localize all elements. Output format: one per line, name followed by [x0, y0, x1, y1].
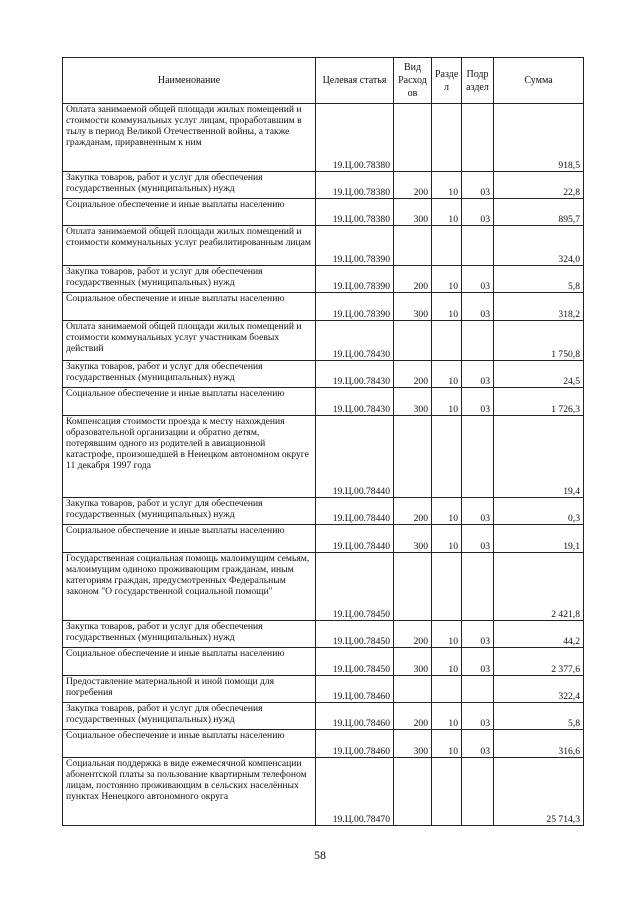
row-name: Закупка товаров, работ и услуг для обеспечения государственных (муниципальных) нужд — [63, 361, 316, 388]
table-row — [63, 293, 584, 321]
table-row — [63, 758, 584, 826]
row-expense-type: 300 — [394, 648, 432, 676]
row-subsection — [462, 416, 494, 498]
row-section: 10 — [432, 266, 462, 293]
row-target-code: 19.Ц.00.78460 — [316, 730, 394, 758]
row-expense-type: 200 — [394, 172, 432, 199]
row-name: Социальное обеспечение и иные выплаты населению — [63, 293, 316, 321]
row-subsection: 03 — [462, 293, 494, 321]
row-expense-type: 300 — [394, 293, 432, 321]
table-header-row — [63, 58, 584, 104]
row-subsection: 03 — [462, 703, 494, 730]
row-expense-type: 200 — [394, 498, 432, 525]
row-sum: 318,2 — [494, 293, 584, 321]
table-body — [63, 104, 584, 826]
row-section: 10 — [432, 293, 462, 321]
row-subsection: 03 — [462, 388, 494, 416]
row-target-code: 19.Ц.00.78380 — [316, 199, 394, 226]
row-sum: 0,3 — [494, 498, 584, 525]
row-subsection: 03 — [462, 525, 494, 553]
row-name: Оплата занимаемой общей площади жилых помещений и стоимости коммунальных услуг лицам, проработавшим в тылу в период Великой Отечественной войны, а также гражданам, приравненным к ним — [63, 104, 316, 172]
row-sum: 25 714,3 — [494, 758, 584, 826]
table-row — [63, 172, 584, 199]
row-subsection: 03 — [462, 361, 494, 388]
row-section — [432, 553, 462, 621]
row-expense-type — [394, 226, 432, 266]
row-target-code: 19.Ц.00.78430 — [316, 361, 394, 388]
row-target-code: 19.Ц.00.78460 — [316, 676, 394, 703]
row-sum: 316,6 — [494, 730, 584, 758]
row-section: 10 — [432, 172, 462, 199]
row-section: 10 — [432, 703, 462, 730]
row-sum: 1 750,8 — [494, 321, 584, 361]
row-name: Закупка товаров, работ и услуг для обеспечения государственных (муниципальных) нужд — [63, 172, 316, 199]
row-sum: 19,4 — [494, 416, 584, 498]
row-expense-type — [394, 553, 432, 621]
row-target-code: 19.Ц.00.78390 — [316, 266, 394, 293]
row-subsection — [462, 104, 494, 172]
row-section: 10 — [432, 621, 462, 648]
row-target-code: 19.Ц.00.78440 — [316, 498, 394, 525]
row-section — [432, 321, 462, 361]
row-sum: 2 421,8 — [494, 553, 584, 621]
row-expense-type: 300 — [394, 730, 432, 758]
row-subsection: 03 — [462, 730, 494, 758]
budget-table — [62, 57, 584, 826]
row-target-code: 19.Ц.00.78450 — [316, 621, 394, 648]
table-row — [63, 648, 584, 676]
row-expense-type: 200 — [394, 621, 432, 648]
row-subsection: 03 — [462, 648, 494, 676]
row-subsection: 03 — [462, 621, 494, 648]
row-target-code: 19.Ц.00.78460 — [316, 703, 394, 730]
row-section — [432, 104, 462, 172]
row-subsection — [462, 321, 494, 361]
row-expense-type — [394, 104, 432, 172]
row-expense-type — [394, 416, 432, 498]
table-row — [63, 388, 584, 416]
row-sum: 44,2 — [494, 621, 584, 648]
row-name: Закупка товаров, работ и услуг для обеспечения государственных (муниципальных) нужд — [63, 621, 316, 648]
row-section: 10 — [432, 388, 462, 416]
row-section: 10 — [432, 648, 462, 676]
table-row — [63, 321, 584, 361]
row-sum: 324,0 — [494, 226, 584, 266]
row-section: 10 — [432, 199, 462, 226]
row-section: 10 — [432, 361, 462, 388]
row-expense-type — [394, 321, 432, 361]
row-name: Оплата занимаемой общей площади жилых помещений и стоимости коммунальных услуг реабилитированным лицам — [63, 226, 316, 266]
row-subsection: 03 — [462, 266, 494, 293]
row-sum: 1 726,3 — [494, 388, 584, 416]
header-subsection: Подр аздел — [462, 58, 494, 104]
row-section: 10 — [432, 525, 462, 553]
table-row — [63, 266, 584, 293]
header-sum: Сумма — [494, 58, 584, 104]
row-subsection: 03 — [462, 498, 494, 525]
row-expense-type: 300 — [394, 525, 432, 553]
header-section: Разде л — [432, 58, 462, 104]
row-sum: 322,4 — [494, 676, 584, 703]
row-section: 10 — [432, 730, 462, 758]
row-name: Социальное обеспечение и иные выплаты населению — [63, 648, 316, 676]
row-name: Закупка товаров, работ и услуг для обеспечения государственных (муниципальных) нужд — [63, 266, 316, 293]
row-name: Социальное обеспечение и иные выплаты населению — [63, 199, 316, 226]
table-row — [63, 730, 584, 758]
row-name: Закупка товаров, работ и услуг для обеспечения государственных (муниципальных) нужд — [63, 703, 316, 730]
row-section — [432, 416, 462, 498]
row-expense-type: 300 — [394, 199, 432, 226]
row-name: Социальное обеспечение и иные выплаты населению — [63, 730, 316, 758]
row-subsection: 03 — [462, 199, 494, 226]
row-sum: 918,5 — [494, 104, 584, 172]
row-name: Компенсация стоимости проезда к месту нахождения образовательной организации и обратно детям, потерявшим одного из родителей в авиационной катастрофе, произошедшей в Ненецком автономном округе 11 декабря 1997 года — [63, 416, 316, 498]
row-expense-type — [394, 676, 432, 703]
row-section — [432, 676, 462, 703]
row-sum: 19,1 — [494, 525, 584, 553]
table-row — [63, 525, 584, 553]
row-expense-type: 200 — [394, 361, 432, 388]
row-sum: 2 377,6 — [494, 648, 584, 676]
row-target-code: 19.Ц.00.78380 — [316, 104, 394, 172]
row-expense-type — [394, 758, 432, 826]
row-target-code: 19.Ц.00.78430 — [316, 388, 394, 416]
row-subsection — [462, 553, 494, 621]
row-target-code: 19.Ц.00.78440 — [316, 416, 394, 498]
row-section — [432, 758, 462, 826]
row-target-code: 19.Ц.00.78440 — [316, 525, 394, 553]
row-subsection — [462, 676, 494, 703]
row-sum: 22,8 — [494, 172, 584, 199]
row-name: Закупка товаров, работ и услуг для обеспечения государственных (муниципальных) нужд — [63, 498, 316, 525]
row-section — [432, 226, 462, 266]
row-name: Социальное обеспечение и иные выплаты населению — [63, 388, 316, 416]
row-subsection — [462, 758, 494, 826]
table-row — [63, 621, 584, 648]
row-name: Социальная поддержка в виде ежемесячной компенсации абонентской платы за пользование квартирным телефоном лицам, постоянно проживающим в сельских населённых пунктах Ненецкого автономного округа — [63, 758, 316, 826]
header-target: Целевая статья — [316, 58, 394, 104]
row-section: 10 — [432, 498, 462, 525]
row-sum: 5,8 — [494, 266, 584, 293]
header-type: Вид Расход ов — [394, 58, 432, 104]
row-target-code: 19.Ц.00.78450 — [316, 553, 394, 621]
row-target-code: 19.Ц.00.78470 — [316, 758, 394, 826]
row-sum: 895,7 — [494, 199, 584, 226]
row-expense-type: 300 — [394, 388, 432, 416]
row-target-code: 19.Ц.00.78380 — [316, 172, 394, 199]
row-target-code: 19.Ц.00.78390 — [316, 293, 394, 321]
page-number: 58 — [314, 848, 326, 862]
table-row — [63, 676, 584, 703]
row-name: Социальное обеспечение и иные выплаты населению — [63, 525, 316, 553]
table-row — [63, 416, 584, 498]
row-name: Государственная социальная помощь малоимущим семьям, малоимущим одиноко проживающим гражданам, иным категориям граждан, предусмотренных Федеральным законом "О государственной социальной помощи" — [63, 553, 316, 621]
row-sum: 5,8 — [494, 703, 584, 730]
row-target-code: 19.Ц.00.78390 — [316, 226, 394, 266]
row-expense-type: 200 — [394, 703, 432, 730]
table-row — [63, 199, 584, 226]
table-row — [63, 104, 584, 172]
row-name: Оплата занимаемой общей площади жилых помещений и стоимости коммунальных услуг участникам боевых действий — [63, 321, 316, 361]
row-name: Предоставление материальной и иной помощи для погребения — [63, 676, 316, 703]
row-sum: 24,5 — [494, 361, 584, 388]
table-row — [63, 553, 584, 621]
table-row — [63, 226, 584, 266]
table-row — [63, 703, 584, 730]
table-row — [63, 361, 584, 388]
row-subsection: 03 — [462, 172, 494, 199]
row-subsection — [462, 226, 494, 266]
row-expense-type: 200 — [394, 266, 432, 293]
row-target-code: 19.Ц.00.78450 — [316, 648, 394, 676]
table-row — [63, 498, 584, 525]
header-name: Наименование — [63, 58, 316, 104]
row-target-code: 19.Ц.00.78430 — [316, 321, 394, 361]
